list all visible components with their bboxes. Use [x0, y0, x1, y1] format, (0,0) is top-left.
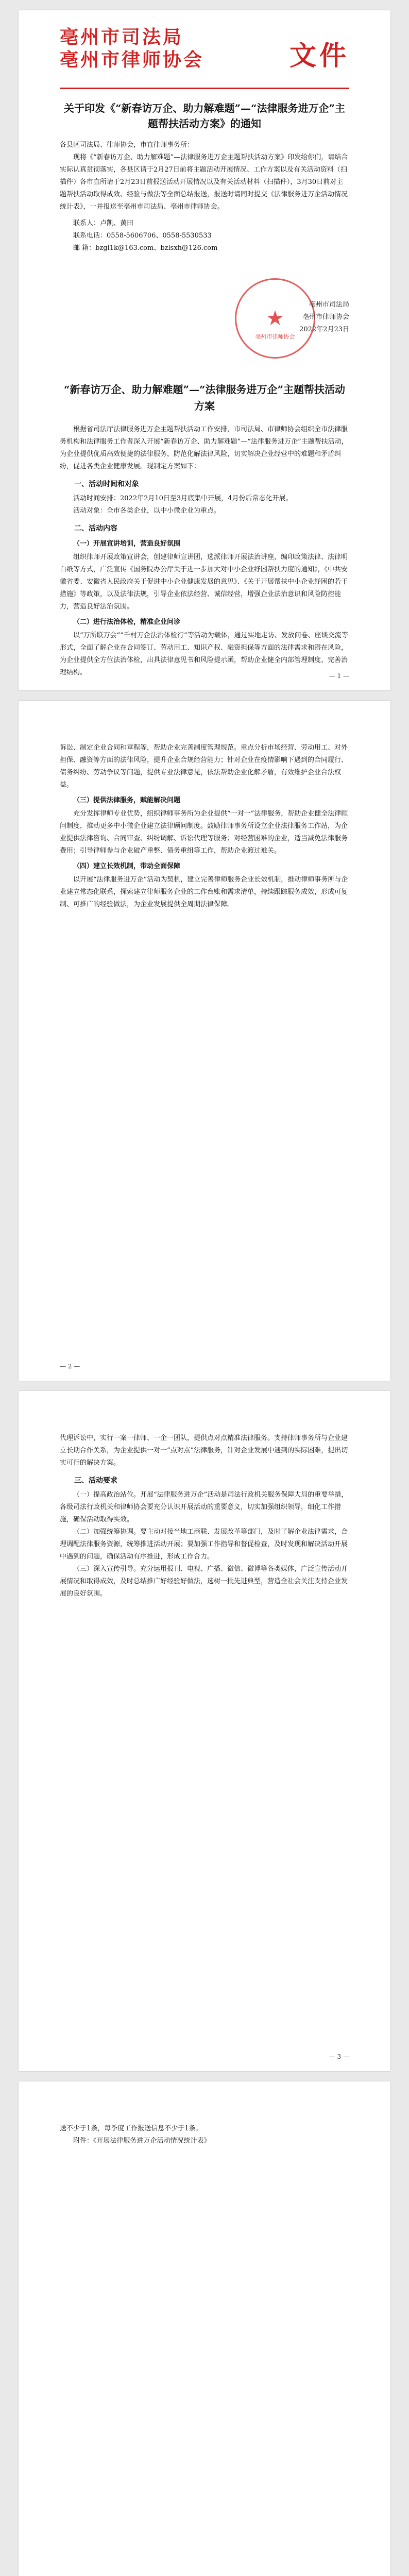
section-3-heading: 三、活动要求 — [74, 1477, 117, 1485]
notice-recipients: 各县区司法局、律师协会，市直律师事务所： — [60, 141, 194, 149]
page-4 — [19, 2081, 390, 2576]
notice-title: 关于印发《“新春访万企、助力解难题”—“法律服务进万企”主题帮扶活动方案》的通知 — [63, 102, 345, 130]
page-3-continuation: 代理诉讼中，实行一案一律师、一企一团队，提供点对点精准法律服务。支持律师事务所与企业建立长期合作关系，为企业提供一对一“点对点”法律服务，针对企业发展中遇到的实际困难，提出切实可行的解决方案。 — [60, 1434, 348, 1467]
header-doc-word: 文件 — [289, 40, 349, 72]
plan-section-3 — [60, 1432, 349, 1600]
page-3 — [19, 1391, 390, 2071]
subsection-2-2-heading: （二）进行法治体检，精准企业问诊 — [73, 618, 181, 626]
plan-section-2 — [60, 742, 349, 911]
star-icon: ★ — [266, 307, 284, 330]
header-org-line-1: 亳州市司法局 — [60, 26, 184, 48]
activity-target: 活动对象：全市各类企业，以中小微企业为重点。 — [73, 507, 221, 515]
page-1 — [19, 10, 390, 690]
page-2 — [19, 701, 390, 1381]
signature-date: 2022年2月23日 — [299, 326, 349, 333]
subsection-2-4-body: 以开展“法律服务进万企”活动为契机，建立完善律师服务企业长效机制，推动律师事务所与企业建立常态化联系，探索建立律师服务企业的工作台账和需求清单，持续跟踪服务成效，形成可复制、可推广的经验做法，为企业发展提供全周期法律保障。 — [60, 876, 348, 908]
plan-section-1 — [60, 381, 349, 679]
header-red-divider — [60, 88, 349, 89]
activity-time: 活动时间安排：2022年2月10日至3月底集中开展，4月份后常态化开展。 — [73, 495, 293, 502]
requirement-2: （二）加强统筹协调。要主动对接当地工商联、发展改革等部门，及时了解企业法律需求，合理调配法律服务资源，统筹推进活动开展；要加强工作指导和督促检查，及时发现和解决活动开展中遇到的问题，确保活动有序推进，形成工作合力。 — [60, 1528, 348, 1561]
section-1-heading: 一、活动时间和对象 — [74, 480, 139, 488]
plan-title: “新春访万企、助力解难题”—“法律服务进万企”主题帮扶活动方案 — [63, 383, 345, 412]
notice-body — [60, 139, 349, 255]
page-2-continuation: 诉讼、制定企业合同和章程等，帮助企业完善制度管理规范。重点分析市场经营、劳动用工、对外担保、融资等方面的法律风险，提升企业合规经营能力；针对企业在疫情影响下遇到的合同履行、债务纠纷、劳动争议等问题，提供专业法律意见，依法帮助企业化解矛盾，有效维护企业合法权益。 — [60, 744, 348, 789]
plan-intro: 根据省司法厅法律服务进万企主题帮扶活动工作安排，市司法局、市律师协会组织全市法律服务机构和法律服务工作者深入开展“新春访万企、助力解难题”—“法律服务进万企”主题帮扶活动，为企业提供优质高效便捷的法律服务，防范化解法律风险，切实解决企业经营中的难题和矛盾纠纷，促进各类企业健康发展。现制定方案如下： — [60, 426, 348, 470]
subsection-2-3-body: 充分发挥律师专业优势，组织律师事务所为企业提供“一对一”法律服务，帮助企业健全法律顾问制度，推动更多中小微企业建立法律顾问制度。鼓励律师事务所设立企业法律服务工作站，为企业提供法律咨询、合同审查、纠纷调解、诉讼代理等服务；对经营困难的企业，适当减免法律服务费用；引导律师参与企业破产重整、债务重组等工作，帮助企业渡过难关。 — [60, 810, 348, 855]
attachment-note: 附件：《开展法律服务进万企活动情况统计表》 — [73, 2137, 211, 2145]
contact-phone: 联系电话：0558-5606706、0558-5530533 — [73, 232, 212, 240]
contact-person: 联系人：卢凯、黄田 — [73, 219, 134, 227]
header-org-line-2: 亳州市律师协会 — [60, 49, 204, 71]
notice-paragraph: 现将《“新春访万企、助力解难题”—法律服务进万企主题帮扶活动方案》印发给你们，请结合实际认真贯彻落实，各县区请于2月27日前将主题活动开展情况、工作方案以及有关活动资料（扫描件）各市直所请于2月23日前报送活动开展情况以及有关活动材料（扫描件），3月30日前对主题帮扶活动取得成效、经验与做法等全面总结报送，报送时请同时提交《法律服务进万企活动情况统计表》，一并报送至亳州市司法局、亳州市律师协会。 — [60, 154, 348, 211]
signature-org-1: 亳州市司法局 — [309, 301, 349, 309]
plan-section-4 — [60, 2123, 349, 2147]
page-number-1: — 1 — — [329, 672, 349, 680]
page-4-continuation: 送不少于1条，每季度工作报送信息不少于1条。 — [60, 2125, 202, 2132]
signature-org-2: 亳州市律师协会 — [302, 313, 349, 321]
requirement-1: （一）提高政治站位。开展“法律服务进万企”活动是司法行政机关服务保障大局的重要举措，各级司法行政机关和律师协会要充分认识开展活动的重要意义，切实加强组织领导，细化工作措施，确保活动取得实效。 — [60, 1491, 348, 1523]
contact-info — [60, 217, 349, 255]
page-number-2: — 2 — — [60, 1363, 80, 1370]
subsection-2-1-heading: （一）开展宣讲培训，营造良好氛围 — [73, 540, 181, 548]
requirement-3: （三）深入宣传引导。充分运用报刊、电视、广播、微信、微博等各类媒体，广泛宣传活动开展情况和取得成效，及时总结推广好经验好做法，选树一批先进典型，营造全社会关注支持企业发展的良好氛围。 — [60, 1565, 348, 1598]
subsection-2-4-heading: （四）建立长效机制，带动全面保障 — [73, 862, 181, 870]
seal-label: 亳州市律师协会 — [255, 333, 295, 340]
notice-signature — [299, 299, 349, 336]
subsection-2-1-body: 组织律师开展政策宣讲会，创建律师宣讲团，选派律师开展法治讲座，编印政策法律、法律明白纸等方式，广泛宣传《国务院办公厅关于进一步加大对中小企业纾困帮扶力度的通知》，《中共安徽省委、安徽省人民政府关于促进中小企业健康发展的意见》、《关于开展帮扶中小企业纾困的若干措施》等政策，以及法律法规，引导企业依法经营、诚信经营，增强企业法治意识和风险防控能力，营造良好法治氛围。 — [60, 553, 348, 611]
page-number-3: — 3 — — [329, 2053, 349, 2060]
contact-email: 邮 箱：bzgl1k@163.com、bzlsxh@126.com — [73, 244, 218, 252]
subsection-2-2-body: 以“万所联万会”“千村万企法治体检行”等活动为载体，通过实地走访、发放问卷、座谈交流等形式，全面了解企业在合同签订、劳动用工、知识产权、融资担保等方面的法律需求和潜在风险，为企业提供全方位法治体检，出具法律意见书和风险提示函，帮助企业健全内部管理制度、完善治理结构。 — [60, 632, 348, 676]
document-header — [60, 26, 349, 82]
section-2-heading: 二、活动内容 — [74, 524, 117, 533]
subsection-2-3-heading: （三）提供法律服务，赋能解决问题 — [73, 796, 181, 804]
